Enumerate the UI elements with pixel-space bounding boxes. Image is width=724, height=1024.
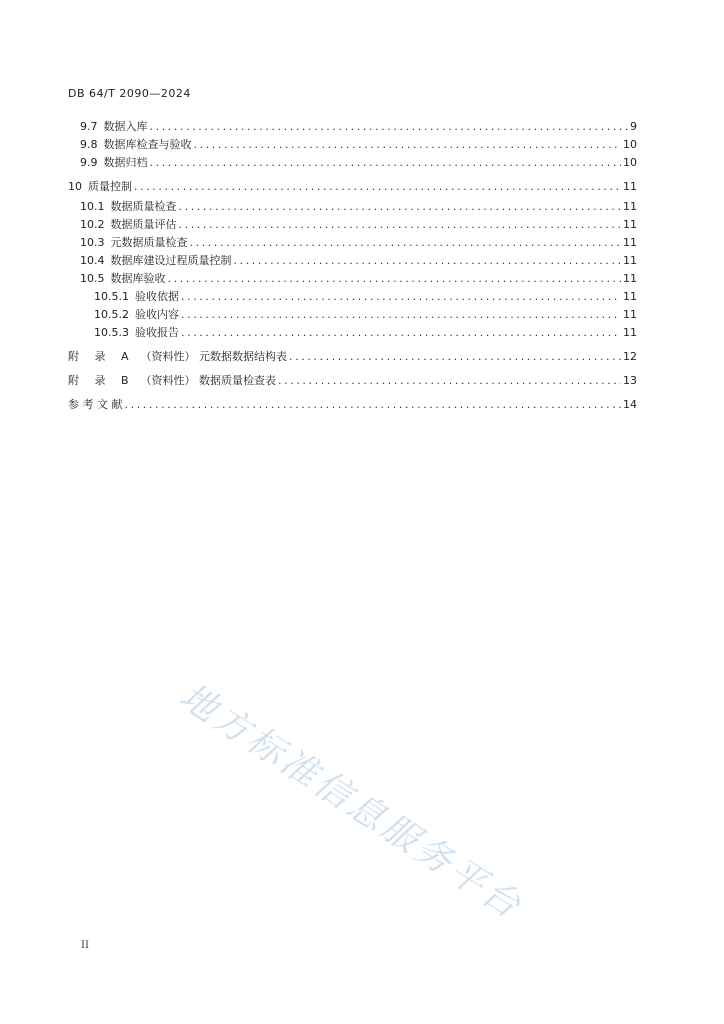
toc-entry-number: 10.1	[80, 200, 105, 213]
toc-leader-dots	[168, 271, 622, 287]
toc-entry-title: （资料性） 数据质量检查表	[140, 374, 277, 387]
toc-leader-dots	[181, 325, 621, 341]
toc-entry-page: 12	[623, 350, 637, 363]
toc-entry-page: 11	[623, 290, 637, 303]
toc-leader-dots	[150, 119, 629, 135]
toc-leader-dots	[234, 253, 622, 269]
toc-entry-title: 元数据质量检查	[110, 236, 188, 249]
toc-entry-number: 附 录 A	[68, 350, 135, 363]
toc-entry-title: 数据库验收	[110, 272, 166, 285]
document-code-header: DB 64/T 2090—2024	[68, 87, 191, 100]
toc-entry-number: 9.9	[80, 156, 98, 169]
toc-entry-page: 11	[623, 218, 637, 231]
toc-leader-dots	[181, 289, 621, 305]
toc-entry-10-5[interactable]	[80, 271, 637, 287]
toc-entry-appendix-b[interactable]	[68, 373, 637, 389]
toc-entry-page: 11	[623, 180, 637, 193]
toc-entry-page: 11	[623, 200, 637, 213]
toc-entry-number: 10	[68, 180, 82, 193]
toc-entry-9-9[interactable]	[80, 155, 637, 171]
toc-leader-dots	[181, 307, 621, 323]
toc-entry-number: 10.5.3	[94, 326, 129, 339]
toc-entry-9-8[interactable]	[80, 137, 637, 153]
toc-entry-10-4[interactable]	[80, 253, 637, 269]
toc-leader-dots	[179, 199, 622, 215]
toc-leader-dots	[125, 397, 622, 413]
toc-leader-dots	[179, 217, 622, 233]
toc-entry-10-3[interactable]	[80, 235, 637, 251]
toc-entry-title: 参 考 文 献	[68, 398, 123, 411]
toc-entry-title: 质量控制	[88, 180, 132, 193]
toc-entry-number: 10.5.2	[94, 308, 129, 321]
toc-entry-10-5-1[interactable]	[94, 289, 637, 305]
toc-leader-dots	[194, 137, 622, 153]
toc-leader-dots	[289, 349, 621, 365]
toc-entry-page: 9	[630, 120, 637, 133]
toc-entry-9-7[interactable]	[80, 119, 637, 135]
toc-leader-dots	[134, 179, 621, 195]
toc-entry-number: 9.8	[80, 138, 98, 151]
toc-leader-dots	[150, 155, 622, 171]
toc-entry-title: （资料性） 元数据数据结构表	[140, 350, 288, 363]
toc-entry-number: 10.5.1	[94, 290, 129, 303]
toc-entry-title: 数据质量检查	[110, 200, 177, 213]
toc-leader-dots	[278, 373, 621, 389]
toc-entry-title: 数据入库	[103, 120, 148, 133]
toc-entry-page: 14	[623, 398, 637, 411]
toc-entry-title: 验收依据	[135, 290, 179, 303]
toc-entry-10-5-2[interactable]	[94, 307, 637, 323]
toc-entry-page: 10	[623, 156, 637, 169]
toc-entry-10-5-3[interactable]	[94, 325, 637, 341]
toc-entry-page: 11	[623, 272, 637, 285]
watermark-text: 地方标准信息服务平台	[172, 675, 531, 929]
toc-entry-appendix-a[interactable]	[68, 349, 637, 365]
page-number: II	[81, 940, 89, 951]
toc-entry-number: 10.5	[80, 272, 105, 285]
toc-entry-number: 10.3	[80, 236, 105, 249]
toc-leader-dots	[190, 235, 622, 251]
toc-entry-title: 验收内容	[135, 308, 179, 321]
toc-entry-number: 附 录 B	[68, 374, 135, 387]
toc-entry-10-2[interactable]	[80, 217, 637, 233]
toc-entry-10[interactable]	[68, 179, 637, 195]
toc-entry-page: 11	[623, 236, 637, 249]
toc-entry-page: 10	[623, 138, 637, 151]
toc-entry-title: 验收报告	[135, 326, 179, 339]
toc-entry-10-1[interactable]	[80, 199, 637, 215]
toc-entry-title: 数据归档	[103, 156, 148, 169]
toc-entry-number: 10.4	[80, 254, 105, 267]
toc-entry-page: 11	[623, 308, 637, 321]
toc-entry-page: 13	[623, 374, 637, 387]
toc-entry-number: 9.7	[80, 120, 98, 133]
toc-entry-number: 10.2	[80, 218, 105, 231]
toc-entry-title: 数据库建设过程质量控制	[110, 254, 232, 267]
toc-entry-page: 11	[623, 326, 637, 339]
toc-entry-page: 11	[623, 254, 637, 267]
toc-entry-title: 数据库检查与验收	[103, 138, 192, 151]
toc-entry-references[interactable]	[68, 397, 637, 413]
toc-entry-title: 数据质量评估	[110, 218, 177, 231]
